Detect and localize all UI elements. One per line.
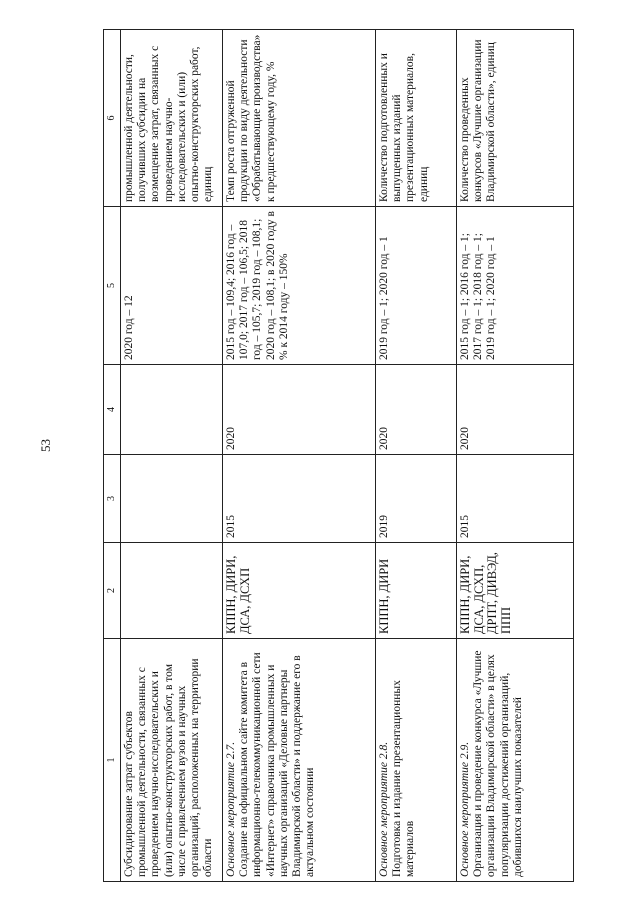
measures-table [103, 29, 574, 882]
measure-cell [376, 639, 457, 882]
target-values-cell: 2015 год – 109,4; 2016 год – 107,0; 2017 год – 106,5; 2018 год – 105,7; 2019 год – 108,1; 2020 год – 108,1; в 2020 году в % к 2014 году – 150% [223, 207, 376, 365]
table-row [457, 30, 574, 882]
col-header-6: 6 [104, 30, 121, 207]
col-header-2: 2 [104, 543, 121, 639]
start-year-cell: 2019 [376, 455, 457, 543]
col-header-4: 4 [104, 365, 121, 455]
col-header-5: 5 [104, 207, 121, 365]
executors-cell: КППН, ДИРИ, ДСА, ДСХП [223, 543, 376, 639]
start-year-cell [121, 455, 223, 543]
executors-cell [121, 543, 223, 639]
indicator-cell: Темп роста отгруженной продукции по виду деятельности «Обрабатывающие производства» к предшествующему году, % [223, 30, 376, 207]
end-year-cell: 2020 [457, 365, 574, 455]
measure-cell [223, 639, 376, 882]
end-year-cell: 2020 [223, 365, 376, 455]
executors-cell: КППН, ДИРИ [376, 543, 457, 639]
indicator-cell: Количество проведенных конкурсов «Лучшие организации Владимирской области», единиц [457, 30, 574, 207]
indicator-cell: промышленной деятельности, получивших субсидии на возмещение затрат, связанных с проведением научно-исследовательских и (или) опытно-конструкторских работ, единиц [121, 30, 223, 207]
col-header-1: 1 [104, 639, 121, 882]
indicator-cell: Количество подготовленных и выпущенных изданий презентационных материалов, единиц [376, 30, 457, 207]
col-header-3: 3 [104, 455, 121, 543]
measure-title: Основное мероприятие 2.9. [459, 741, 471, 877]
page-number: 53 [38, 439, 53, 452]
table-row [376, 30, 457, 882]
table-row [121, 30, 223, 882]
measure-cell [121, 639, 223, 882]
target-values-cell: 2015 год – 1; 2016 год – 1; 2017 год – 1; 2018 год – 1; 2019 год – 1; 2020 год – 1 [457, 207, 574, 365]
start-year-cell: 2015 [223, 455, 376, 543]
target-values-cell: 2019 год – 1; 2020 год – 1 [376, 207, 457, 365]
measure-title: Основное мероприятие 2.8. [378, 741, 390, 877]
measure-desc: Организация и проведение конкурса «Лучшие организации Владимирской области» в целях популяризации достижений организаций, добившихся наилучших показателей [472, 650, 524, 877]
end-year-cell [121, 365, 223, 455]
target-values-cell: 2020 год – 12 [121, 207, 223, 365]
measure-cell [457, 639, 574, 882]
end-year-cell: 2020 [376, 365, 457, 455]
table-row [223, 30, 376, 882]
table-frame [103, 30, 638, 882]
measure-title: Основное мероприятие 2.7. [225, 741, 237, 877]
measure-desc: Подготовка и издание презентационных материалов [391, 680, 417, 877]
executors-cell: КППН, ДИРИ, ДСА, ДСХП, ДРПТ, ДИВЭД, ППП [457, 543, 574, 639]
header-row [104, 30, 121, 882]
start-year-cell: 2015 [457, 455, 574, 543]
measure-desc: Создание на официальном сайте комитета в информационно-телекоммуникационной сети «Интернет» справочника промышленных и научных организаций «Деловые партнеры Владимирской области» и поддержание его в актуальном состоянии [238, 652, 317, 877]
measure-desc: Субсидирование затрат субъектов промышленной деятельности, связанных с проведением научно-исследовательских и (или) опытно-конструкторских работ, в том числе с привлечением вузов и научных организаций, расположенных на территории области [123, 658, 215, 877]
